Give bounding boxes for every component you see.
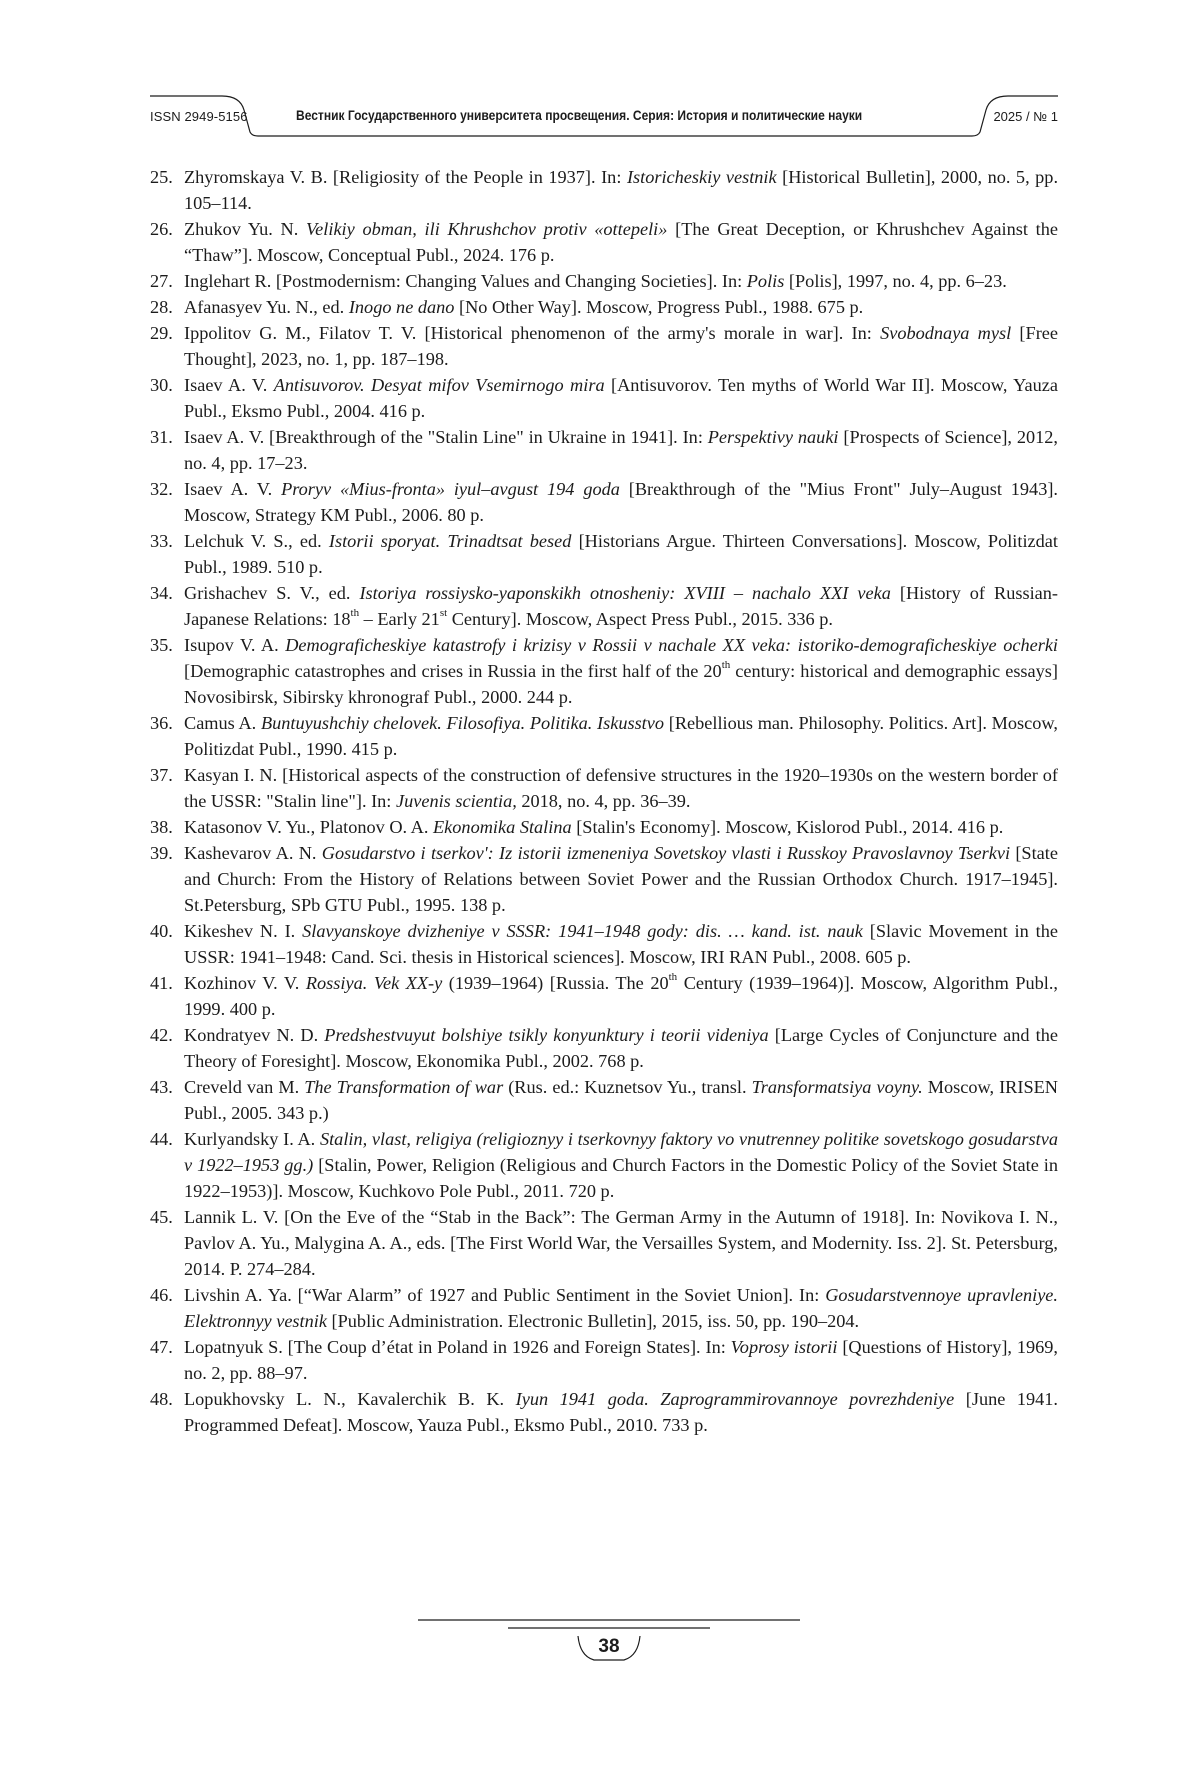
reference-title-italic: Slavyanskoye dvizheniye v SSSR: 1941–1948 gody: dis. … kand. ist. nauk [302,921,863,941]
reference-title-italic: Svobodnaya mysl [880,323,1012,343]
reference-number: 36. [150,713,173,733]
reference-text: [Demographic catastrophes and crises in Russia in the first half of the 20 [184,661,722,681]
reference-text: [No Other Way]. Moscow, Progress Publ., 1988. 675 p. [454,297,864,317]
reference-number: 27. [150,271,173,291]
reference-text: Isaev A. V. [184,375,274,395]
reference-item [150,294,1058,320]
reference-number: 45. [150,1207,173,1227]
reference-title-italic: The Transformation of war [304,1077,504,1097]
reference-title-italic: Rossiya. Vek XX-y [305,973,443,993]
reference-text: Grishachev S. V., ed. [184,583,360,603]
reference-text: Lopukhovsky L. N., Kavalerchik B. K. [184,1389,516,1409]
reference-text: Kasyan I. N. [Historical aspects of the construction of defensive structures in the 1920–1930s on the western border of the USSR: "Stalin line"]. In: [184,765,1058,811]
reference-text: [State and Church: From the History of Relations between Soviet Power and the Russian Orthodox Church. 1917–1945]. St.Petersburg, SPb GTU Publ., 1995. 138 p. [184,843,1058,915]
reference-text: Kondratyev N. D. [184,1025,325,1045]
reference-number: 29. [150,323,173,343]
reference-text: century: historical and demographic essays] Novosibirsk, Sibirsky khronograf Publ., 2000. 244 p. [184,661,1059,707]
reference-number: 35. [150,635,173,655]
reference-item [150,762,1058,814]
reference-title-italic: Velikiy obman, ili Khrushchov protiv «ottepeli» [306,219,668,239]
reference-text: Zhukov Yu. N. [184,219,307,239]
reference-item [150,424,1058,476]
reference-text: [Slavic Movement in the USSR: 1941–1948: Cand. Sci. thesis in Historical sciences]. Moscow, IRI RAN Publ., 2008. 605 p. [184,921,1058,967]
reference-item [150,164,1058,216]
reference-title-italic: Voprosy istorii [730,1337,838,1357]
reference-item [150,268,1058,294]
reference-text: Moscow, IRISEN Publ., 2005. 343 p.) [184,1077,1058,1123]
reference-number: 30. [150,375,173,395]
issue-number: 2025 / № 1 [993,109,1058,124]
reference-item [150,1334,1058,1386]
reference-title-italic: Istoricheskiy vestnik [626,167,777,187]
reference-text: [Rebellious man. Philosophy. Politics. Art]. Moscow, Politizdat Publ., 1990. 415 p. [184,713,1058,759]
reference-list [150,164,1058,1438]
superscript: th [350,606,360,619]
reference-text: [Public Administration. Electronic Bulletin], 2015, iss. 50, pp. 190–204. [326,1311,860,1331]
reference-number: 26. [150,219,173,239]
reference-number: 46. [150,1285,173,1305]
reference-number: 39. [150,843,173,863]
reference-text: [Free Thought], 2023, no. 1, pp. 187–198. [184,323,1059,369]
reference-item [150,1204,1058,1282]
reference-text: Zhyromskaya V. B. [Religiosity of the People in 1937]. In: [184,167,627,187]
reference-item [150,840,1058,918]
reference-text: Kashevarov A. N. [184,843,322,863]
reference-number: 25. [150,167,173,187]
reference-text: Century (1939–1964)]. Moscow, Algorithm Publ., 1999. 400 p. [184,973,1058,1019]
reference-item [150,918,1058,970]
reference-text: [June 1941. Programmed Defeat]. Moscow, Yauza Publ., Eksmo Publ., 2010. 733 p. [184,1389,1058,1435]
reference-text: – Early 21 [359,609,440,629]
page-footer [418,1616,800,1676]
reference-text: [Historians Argue. Thirteen Conversations]. Moscow, Politizdat Publ., 1989. 510 p. [184,531,1058,577]
reference-text: [Stalin, Power, Religion (Religious and Church Factors in the Domestic Policy of the Soviet State in 1922–1953)]. Moscow, Kuchkovo Pole Publ., 2011. 720 p. [184,1155,1058,1201]
reference-text: Isaev A. V. [184,479,282,499]
reference-text: Lelchuk V. S., ed. [184,531,329,551]
reference-title-italic: Transformatsiya voyny. [751,1077,923,1097]
reference-item [150,1282,1058,1334]
reference-text: Kikeshev N. I. [184,921,303,941]
reference-text: [Stalin's Economy]. Moscow, Kislorod Publ., 2014. 416 p. [571,817,1004,837]
reference-title-italic: Iyun 1941 goda. Zaprogrammirovannoye povrezhdeniye [515,1389,955,1409]
superscript: st [439,606,448,619]
page-number: 38 [598,1636,620,1657]
reference-text: [Historical Bulletin], 2000, no. 5, pp. 105–114. [184,167,1059,213]
reference-title-italic: Istorii sporyat. Trinadtsat besed [328,531,572,551]
reference-text: Isupov V. A. [184,635,286,655]
reference-item [150,1386,1058,1438]
reference-item [150,372,1058,424]
reference-number: 38. [150,817,173,837]
reference-item [150,814,1058,840]
reference-text: Camus A. [184,713,261,733]
reference-text: [The Great Deception, or Khrushchev Against the “Thaw”]. Moscow, Conceptual Publ., 2024. 176 p. [184,219,1059,265]
reference-title-italic: Gosudarstvennoye upravleniye. Elektronnyy vestnik [184,1285,1058,1331]
reference-title-italic: Perspektivy nauki [707,427,839,447]
reference-text: Kurlyandsky I. A. [184,1129,320,1149]
reference-number: 31. [150,427,173,447]
reference-item [150,970,1058,1022]
reference-item [150,320,1058,372]
reference-item [150,580,1058,632]
reference-item [150,632,1058,710]
reference-text: Katasonov V. Yu., Platonov O. A. [184,817,434,837]
reference-item [150,1074,1058,1126]
reference-text: Inglehart R. [Postmodernism: Changing Values and Changing Societies]. In: [184,271,747,291]
reference-item [150,1126,1058,1204]
reference-text: Isaev A. V. [Breakthrough of the "Stalin Line" in Ukraine in 1941]. In: [184,427,708,447]
reference-text: 2018, no. 4, pp. 36–39. [516,791,691,811]
journal-title: Вестник Государственного университета просвещения. Серия: История и политические науки [296,107,863,123]
reference-text: (Rus. ed.: Kuznetsov Yu., transl. [503,1077,752,1097]
reference-text: [Prospects of Science], 2012, no. 4, pp. 17–23. [184,427,1058,473]
reference-item [150,216,1058,268]
reference-title-italic: Juvenis scientia, [395,791,517,811]
superscript: th [668,970,678,983]
reference-title-italic: Inogo ne dano [348,297,455,317]
reference-title-italic: Proryv «Mius-fronta» iyul–avgust 194 goda [281,479,620,499]
reference-number: 37. [150,765,173,785]
reference-title-italic: Stalin, vlast, religiya (religioznyy i tserkovnyy faktory vo vnutrenney politike sovetskogo gosudarstva v 1922–1953 gg.) [184,1129,1058,1175]
reference-text: [History of Russian-Japanese Relations: 18 [184,583,1059,629]
reference-title-italic: Istoriya rossiysko-yaponskikh otnosheniy: XVIII – nachalo XXI veka [359,583,891,603]
reference-number: 48. [150,1389,173,1409]
reference-number: 33. [150,531,173,551]
reference-text: Kozhinov V. V. [184,973,306,993]
reference-title-italic: Polis [746,271,785,291]
reference-number: 42. [150,1025,173,1045]
reference-number: 32. [150,479,173,499]
reference-item [150,1022,1058,1074]
reference-number: 40. [150,921,173,941]
reference-text: Lopatnyuk S. [The Coup d’état in Poland in 1926 and Foreign States]. In: [184,1337,731,1357]
reference-text: Creveld van M. [184,1077,305,1097]
reference-text: [Large Cycles of Conjuncture and the Theory of Foresight]. Moscow, Ekonomika Publ., 2002. 768 p. [184,1025,1058,1071]
reference-number: 41. [150,973,173,993]
reference-title-italic: Demograficheskiye katastrofy i krizisy v Rossii v nachale XX veka: istoriko-demograficheskiye ocherki [285,635,1059,655]
reference-number: 44. [150,1129,173,1149]
reference-item [150,476,1058,528]
reference-text: Century]. Moscow, Aspect Press Publ., 2015. 336 p. [447,609,833,629]
superscript: th [721,658,731,671]
reference-title-italic: Ekonomika Stalina [433,817,572,837]
reference-number: 43. [150,1077,173,1097]
reference-text: [Antisuvorov. Ten myths of World War II]. Moscow, Yauza Publ., Eksmo Publ., 2004. 416 p. [184,375,1058,421]
reference-title-italic: Gosudarstvo i tserkov': Iz istorii izmeneniya Sovetskoy vlasti i Russkoy Pravoslavnoy Tserkvi [321,843,1011,863]
reference-text: (1939–1964) [Russia. The 20 [442,973,669,993]
reference-number: 34. [150,583,173,603]
reference-item [150,528,1058,580]
reference-text: [Breakthrough of the "Mius Front" July–August 1943]. Moscow, Strategy KM Publ., 2006. 80 p. [184,479,1058,525]
issn: ISSN 2949-5156 [150,109,248,124]
reference-text: Afanasyev Yu. N., ed. [184,297,349,317]
reference-title-italic: Predshestvuyut bolshiye tsikly konyunktury i teorii videniya [324,1025,769,1045]
reference-number: 47. [150,1337,173,1357]
reference-text: Lannik L. V. [On the Eve of the “Stab in the Back”: The German Army in the Autumn of 1918]. In: Novikova I. N., Pavlov A. Yu., Malygina A. A., eds. [The First World War, the Versailles System, and Modernity. Iss. 2]. St. Petersburg, 2014. P. 274–284. [184,1207,1058,1279]
reference-text: Ippolitov G. M., Filatov T. V. [Historical phenomenon of the army's morale in war]. In: [184,323,881,343]
reference-title-italic: Antisuvorov. Desyat mifov Vsemirnogo mira [273,375,605,395]
reference-item [150,710,1058,762]
reference-title-italic: Buntuyushchiy chelovek. Filosofiya. Politika. Iskusstvo [260,713,665,733]
reference-text: Livshin A. Ya. [“War Alarm” of 1927 and Public Sentiment in the Soviet Union]. In: [184,1285,826,1305]
reference-text: [Polis], 1997, no. 4, pp. 6–23. [784,271,1007,291]
reference-number: 28. [150,297,173,317]
reference-text: [Questions of History], 1969, no. 2, pp. 88–97. [184,1337,1059,1383]
running-header [150,92,1058,140]
